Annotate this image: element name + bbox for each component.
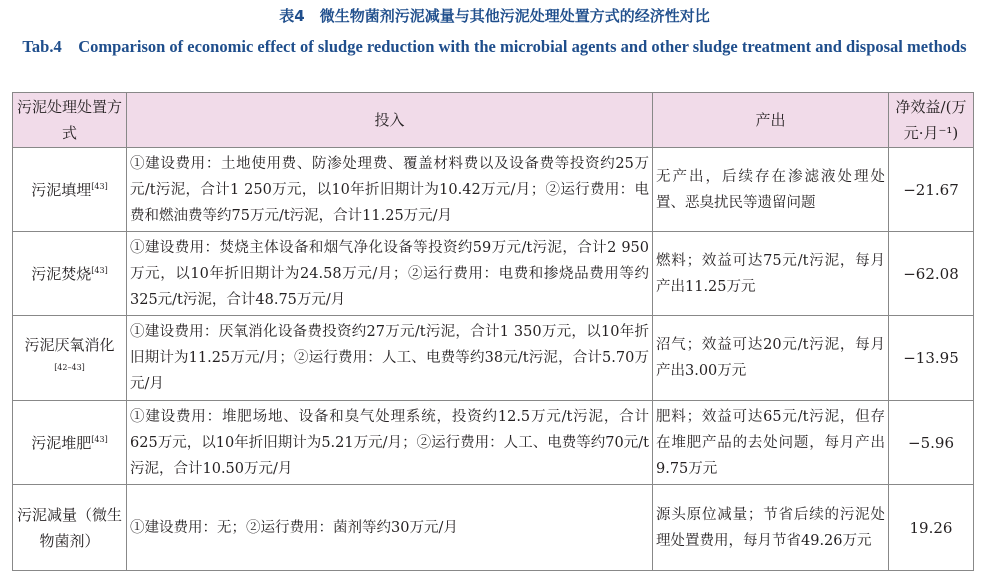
row-method: 污泥减量（微生物菌剂） bbox=[16, 505, 122, 550]
row-ref: [43] bbox=[91, 434, 108, 444]
row-net-benefit: −5.96 bbox=[889, 401, 974, 485]
row-method: 污泥焚烧 bbox=[31, 264, 92, 283]
row-output: 无产出，后续存在渗滤液处理处置、恶臭扰民等遗留问题 bbox=[653, 148, 889, 232]
row-input: ①建设费用：无；②运行费用：菌剂等约30万元/月 bbox=[127, 485, 653, 571]
row-net-benefit: −62.08 bbox=[889, 232, 974, 316]
table-row bbox=[13, 485, 974, 571]
row-output: 燃料；效益可达75元/t污泥，每月产出11.25万元 bbox=[653, 232, 889, 316]
row-input: ①建设费用：厌氧消化设备费投资约27万元/t污泥，合计1 350万元，以10年折旧期计为11.25万元/月；②运行费用：人工、电费等约38元/t污泥，合计5.70万元/月 bbox=[127, 316, 653, 401]
row-output: 源头原位减量；节省后续的污泥处理处置费用，每月节省49.26万元 bbox=[653, 485, 889, 571]
table-caption-zh: 表4 微生物菌剂污泥减量与其他污泥处理处置方式的经济性对比 bbox=[279, 7, 710, 25]
row-method: 污泥填埋 bbox=[31, 180, 92, 199]
comparison-table bbox=[12, 92, 974, 571]
header-net-benefit: 净效益/(万元·月⁻¹) bbox=[889, 93, 974, 148]
row-method-cell bbox=[13, 148, 127, 232]
row-method: 污泥堆肥 bbox=[31, 433, 92, 452]
table-row bbox=[13, 401, 974, 485]
row-net-benefit: 19.26 bbox=[889, 485, 974, 571]
table-row bbox=[13, 232, 974, 316]
row-method: 污泥厌氧消化 bbox=[24, 336, 115, 354]
row-method-cell bbox=[13, 485, 127, 571]
row-input: ①建设费用：堆肥场地、设备和臭气处理系统，投资约12.5万元/t污泥，合计625万元，以10年折旧期计为5.21万元/月；②运行费用：人工、电费等约70元/t污泥，合计10.50万元/月 bbox=[127, 401, 653, 485]
row-input: ①建设费用：土地使用费、防渗处理费、覆盖材料费以及设备费等投资约25万元/t污泥，合计1 250万元，以10年折旧期计为10.42万元/月；②运行费用：电费和燃油费等约75万元/t污泥，合计11.25万元/月 bbox=[127, 148, 653, 232]
row-method-cell bbox=[13, 232, 127, 316]
table-row bbox=[13, 316, 974, 401]
row-method-cell bbox=[13, 316, 127, 401]
header-input: 投入 bbox=[127, 93, 653, 148]
row-method-cell bbox=[13, 401, 127, 485]
row-ref: [42–43] bbox=[54, 363, 85, 372]
row-input: ①建设费用：焚烧主体设备和烟气净化设备等投资约59万元/t污泥，合计2 950万元，以10年折旧期计为24.58万元/月；②运行费用：电费和掺烧品费用等约325元/t污泥，合计48.75万元/月 bbox=[127, 232, 653, 316]
header-method: 污泥处理处置方式 bbox=[13, 93, 127, 148]
row-net-benefit: −21.67 bbox=[889, 148, 974, 232]
row-net-benefit: −13.95 bbox=[889, 316, 974, 401]
row-output: 沼气；效益可达20元/t污泥，每月产出3.00万元 bbox=[653, 316, 889, 401]
header-output: 产出 bbox=[653, 93, 889, 148]
table-row bbox=[13, 148, 974, 232]
row-ref: [43] bbox=[91, 265, 108, 275]
table-caption-en: Tab.4 Comparison of economic effect of sludge reduction with the microbial agents and other sludge treatment and disposal methods bbox=[22, 37, 967, 56]
table-header-row bbox=[13, 93, 974, 148]
row-ref: [43] bbox=[91, 181, 108, 191]
row-output: 肥料；效益可达65元/t污泥，但存在堆肥产品的去处问题，每月产出9.75万元 bbox=[653, 401, 889, 485]
